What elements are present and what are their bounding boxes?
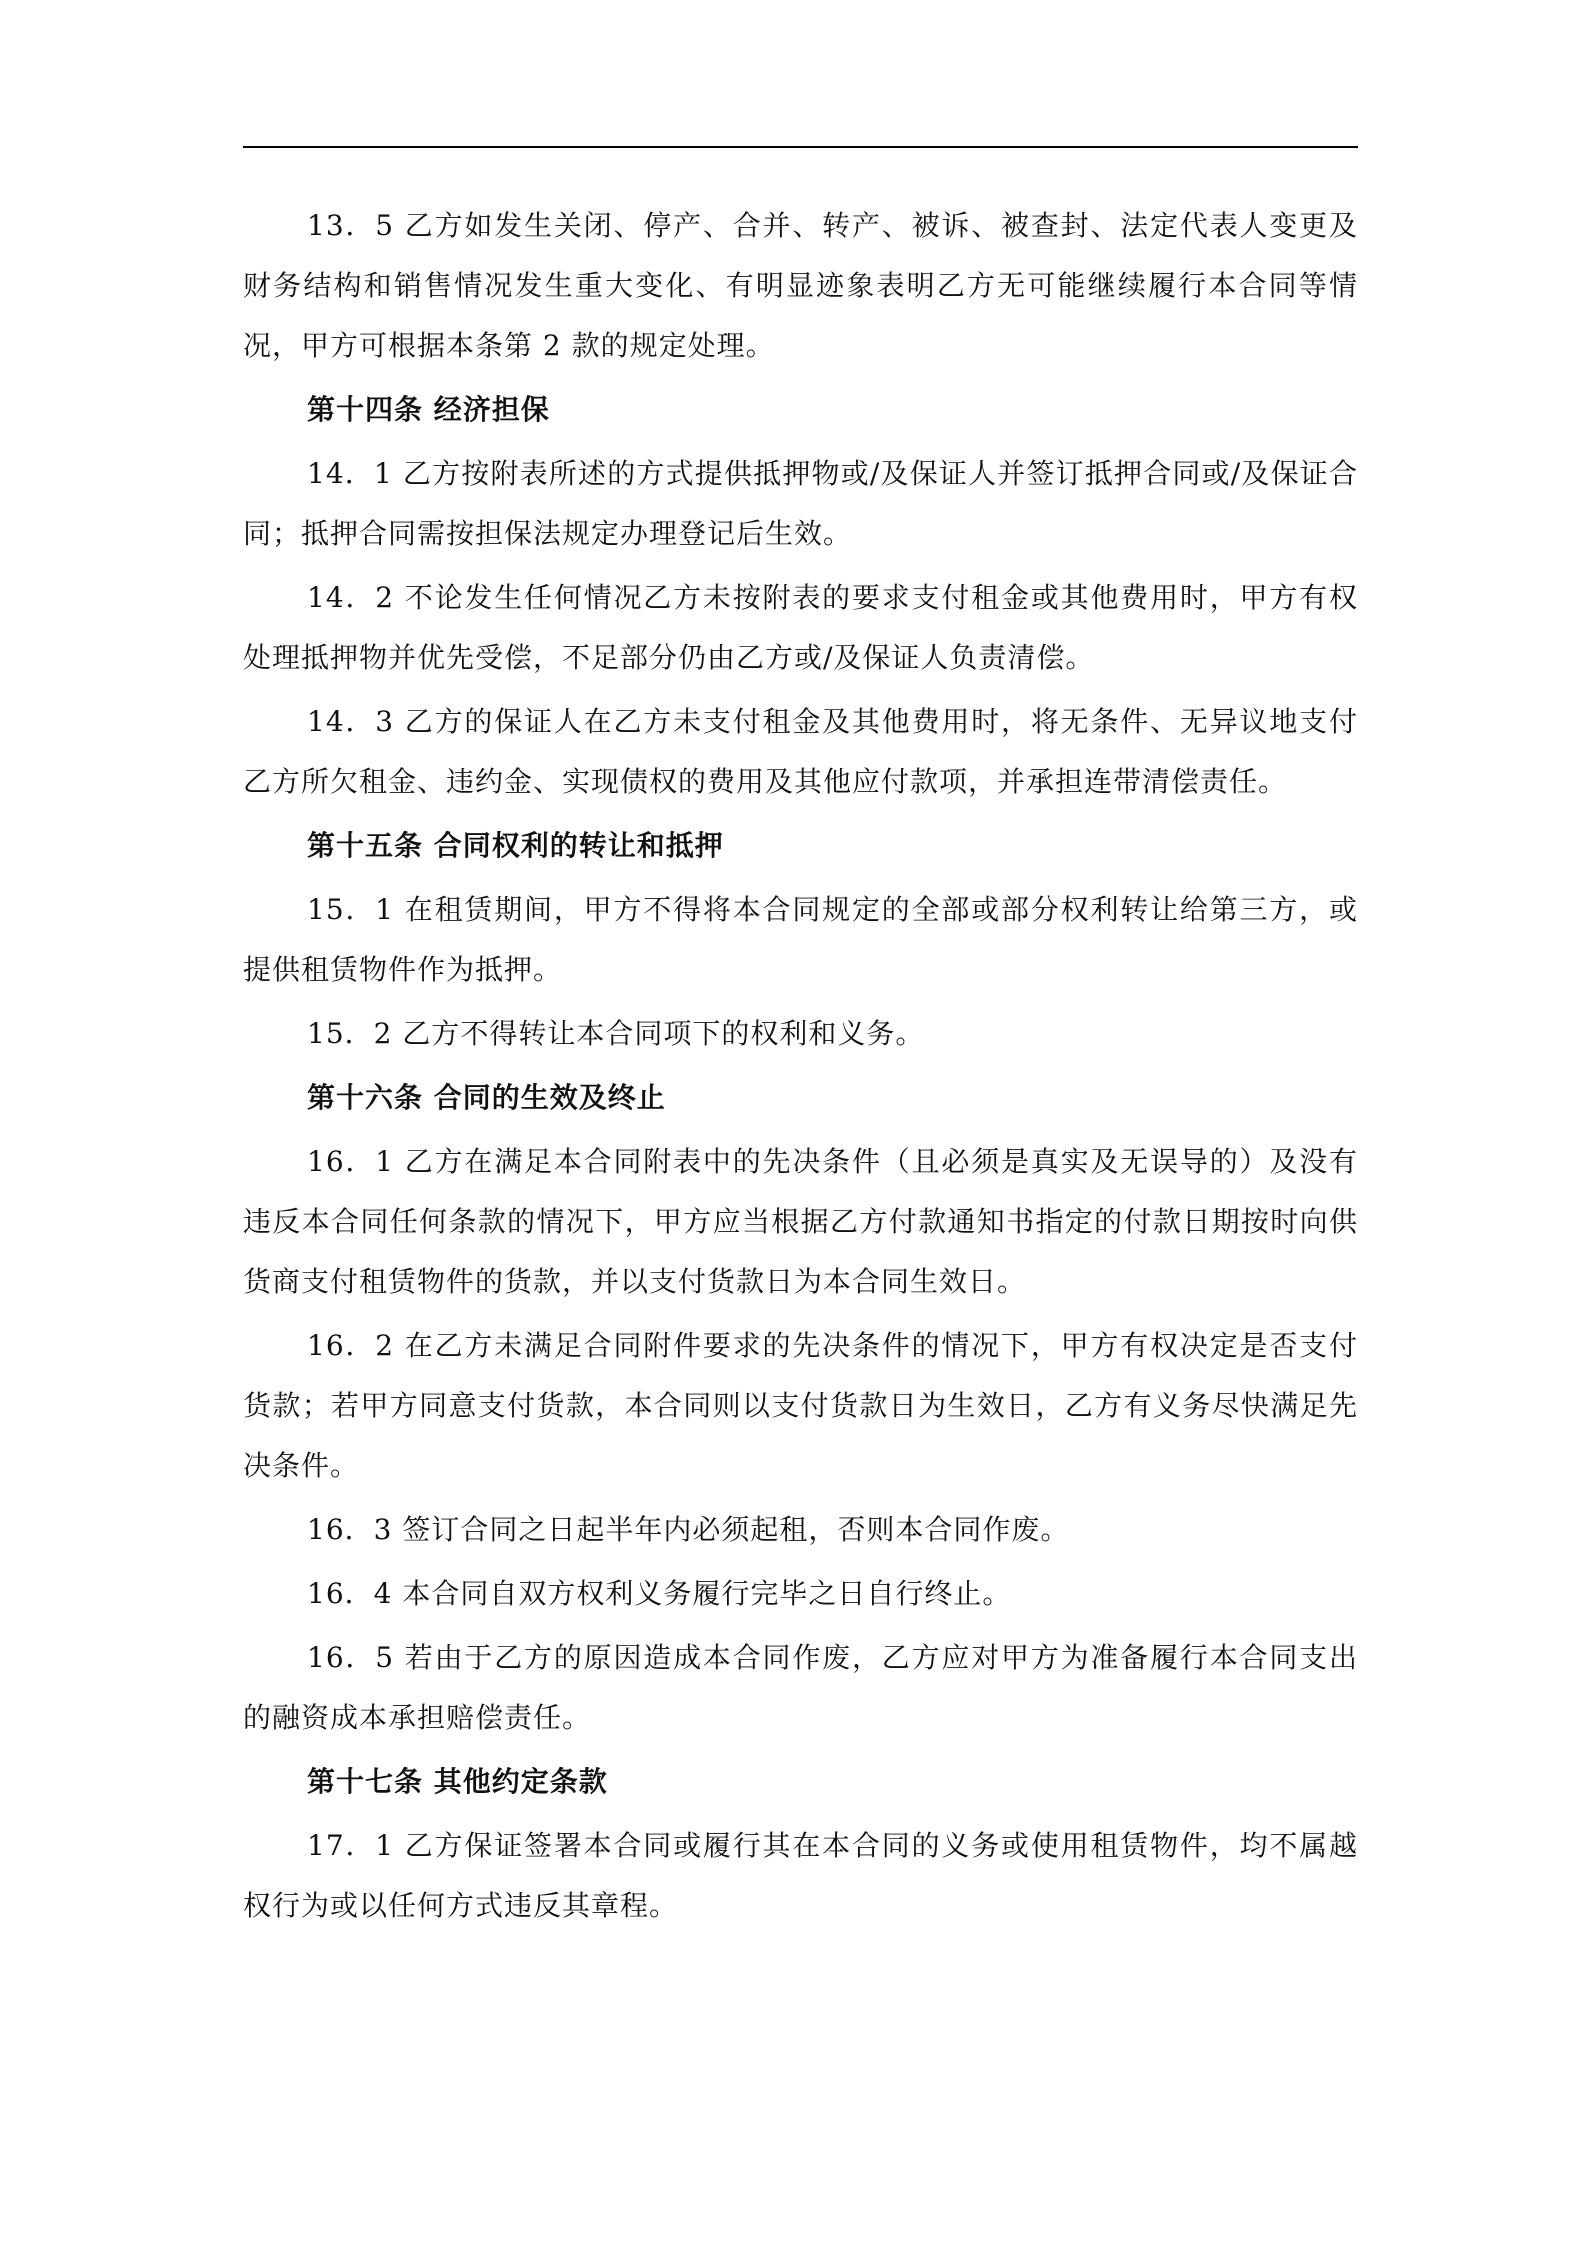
article-16-heading: 第十六条 合同的生效及终止 — [307, 1081, 666, 1114]
clause-14-3: 14．3 乙方的保证人在乙方未支付租金及其他费用时，将无条件、无异议地支付乙方所欠租金、违约金、实现债权的费用及其他应付款项，并承担连带清偿责任。 — [243, 705, 1358, 798]
article-17-heading: 第十七条 其他约定条款 — [307, 1765, 608, 1798]
clause-16-1: 16．1 乙方在满足本合同附表中的先决条件（且必须是真实及无误导的）及没有违反本合同任何条款的情况下，甲方应当根据乙方付款通知书指定的付款日期按时向供货商支付租赁物件的货款，并以支付货款日为本合同生效日。 — [243, 1145, 1358, 1298]
document-body — [243, 196, 1358, 1940]
clause-15-1: 15．1 在租赁期间，甲方不得将本合同规定的全部或部分权利转让给第三方，或提供租赁物件作为抵押。 — [243, 893, 1358, 986]
article-14-heading: 第十四条 经济担保 — [307, 393, 550, 426]
header-rule — [243, 146, 1358, 148]
clause-16-4: 16．4 本合同自双方权利义务履行完毕之日自行终止。 — [307, 1577, 1012, 1610]
clause-13-5: 13．5 乙方如发生关闭、停产、合并、转产、被诉、被查封、法定代表人变更及财务结构和销售情况发生重大变化、有明显迹象表明乙方无可能继续履行本合同等情况，甲方可根据本条第 2 款的规定处理。 — [243, 209, 1358, 362]
clause-16-5: 16．5 若由于乙方的原因造成本合同作废，乙方应对甲方为准备履行本合同支出的融资成本承担赔偿责任。 — [243, 1641, 1358, 1734]
clause-14-2: 14．2 不论发生任何情况乙方未按附表的要求支付租金或其他费用时，甲方有权处理抵押物并优先受偿，不足部分仍由乙方或/及保证人负责清偿。 — [243, 581, 1358, 674]
clause-14-1: 14．1 乙方按附表所述的方式提供抵押物或/及保证人并签订抵押合同或/及保证合同；抵押合同需按担保法规定办理登记后生效。 — [243, 457, 1358, 550]
clause-17-1: 17．1 乙方保证签署本合同或履行其在本合同的义务或使用租赁物件，均不属越权行为或以任何方式违反其章程。 — [243, 1829, 1358, 1922]
clause-16-3: 16．3 签订合同之日起半年内必须起租，否则本合同作废。 — [307, 1513, 1070, 1546]
clause-16-2: 16．2 在乙方未满足合同附件要求的先决条件的情况下，甲方有权决定是否支付货款；若甲方同意支付货款，本合同则以支付货款日为生效日，乙方有义务尽快满足先决条件。 — [243, 1329, 1358, 1482]
article-15-heading: 第十五条 合同权利的转让和抵押 — [307, 829, 724, 862]
clause-15-2: 15．2 乙方不得转让本合同项下的权利和义务。 — [307, 1017, 925, 1050]
